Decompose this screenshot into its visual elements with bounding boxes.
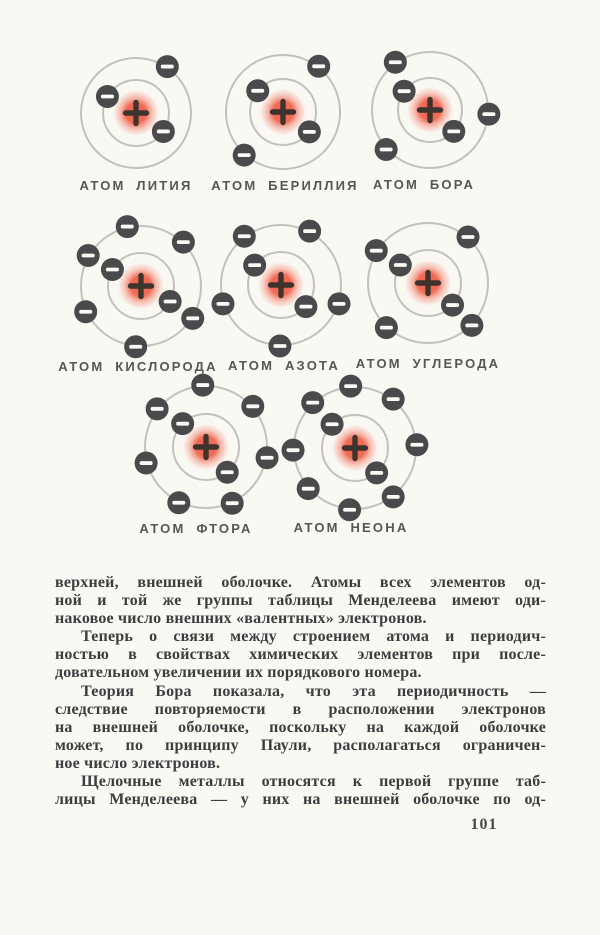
minus-icon [462,235,475,239]
minus-icon [447,130,460,134]
text-line: Щелочные металлы относятся к первой группе таб- [81,773,546,791]
minus-icon [238,234,251,238]
text-line: следствие повторяемости в расположении электронов [55,700,546,718]
minus-icon [151,407,164,411]
atom-caption-nitrogen: АТОМ АЗОТА [228,358,340,373]
atom-caption-oxygen: АТОМ КИСЛОРОДА [58,359,218,374]
text-line: ное число электронов. [55,754,221,772]
text-line: наковое число внешних «валентных» электронов. [55,610,427,628]
minus-icon [226,501,239,505]
text-line: Теория Бора показала, что эта периодичность — [81,682,546,700]
minus-icon [251,89,264,93]
minus-icon [370,249,383,253]
minus-icon [410,443,423,447]
atom-figure-beryllium [211,55,358,193]
minus-icon [446,303,459,307]
minus-icon [79,310,92,314]
minus-icon [387,495,400,499]
text-line: ной и той же группы таблицы Менделеева имеют оди- [55,592,546,610]
minus-icon [140,461,153,465]
minus-icon [380,326,393,330]
text-line: лицы Менделеева — у них на внешней оболочке по од- [55,791,546,809]
minus-icon [196,383,209,387]
atom-caption-boron: АТОМ БОРА [372,177,476,192]
minus-icon [82,254,95,258]
minus-icon [299,305,312,309]
minus-icon [303,130,316,134]
text-line: довательном увеличении их порядкового номера. [55,664,422,682]
minus-icon [176,422,189,426]
atom-caption-carbon: АТОМ УГЛЕРОДА [355,356,501,371]
text-line: может, по принципу Паули, располагаться ограничен- [55,736,546,754]
minus-icon [248,263,261,267]
minus-icon [398,89,411,93]
minus-icon [465,323,478,327]
atom-figure-nitrogen [211,220,350,373]
minus-icon [161,65,174,69]
minus-icon [238,153,251,157]
text-line: верхней, внешней оболочке. Атомы всех элементов од- [55,574,546,591]
atom-caption-fluorine: АТОМ ФТОРА [139,521,253,536]
minus-icon [129,345,142,349]
page-number: 101 [470,816,498,833]
atom-caption-neon: АТОМ НЕОНА [293,520,409,535]
minus-icon [106,268,119,272]
minus-icon [164,300,177,304]
minus-icon [121,225,134,229]
minus-icon [306,401,319,405]
minus-icon [312,64,325,68]
atom-figure-carbon [356,223,501,371]
atom-caption-beryllium: АТОМ БЕРИЛЛИЯ [211,178,359,193]
minus-icon [302,487,315,491]
atom-caption-lithium: АТОМ ЛИТИЯ [79,178,193,193]
minus-icon [287,448,300,452]
minus-icon [273,344,286,348]
atom-figure-fluorine [135,374,279,536]
minus-icon [216,302,229,306]
minus-icon [344,384,357,388]
minus-icon [389,60,402,64]
minus-icon [246,404,259,408]
minus-icon [303,229,316,233]
minus-icon [333,302,346,306]
minus-icon [221,470,234,474]
text-line: на внешней оболочке, поскольку на каждой оболочке [55,718,546,736]
minus-icon [343,508,356,512]
minus-icon [101,95,114,99]
minus-icon [380,148,393,152]
atom-figure-neon [282,375,429,535]
minus-icon [482,112,495,116]
atom-figure-boron [372,51,500,192]
minus-icon [177,240,190,244]
minus-icon [172,501,185,505]
minus-icon [370,471,383,475]
minus-icon [157,130,170,134]
minus-icon [387,397,400,401]
atom-figure-lithium [79,55,192,193]
minus-icon [394,263,407,267]
body-text [55,574,546,809]
text-line: Теперь о связи между строением атома и периодич- [81,628,546,646]
text-line: ностью в свойствах химических элементов при после- [55,646,546,664]
minus-icon [261,456,274,460]
minus-icon [186,316,199,320]
minus-icon [326,422,339,426]
atom-figure-oxygen [58,215,217,374]
